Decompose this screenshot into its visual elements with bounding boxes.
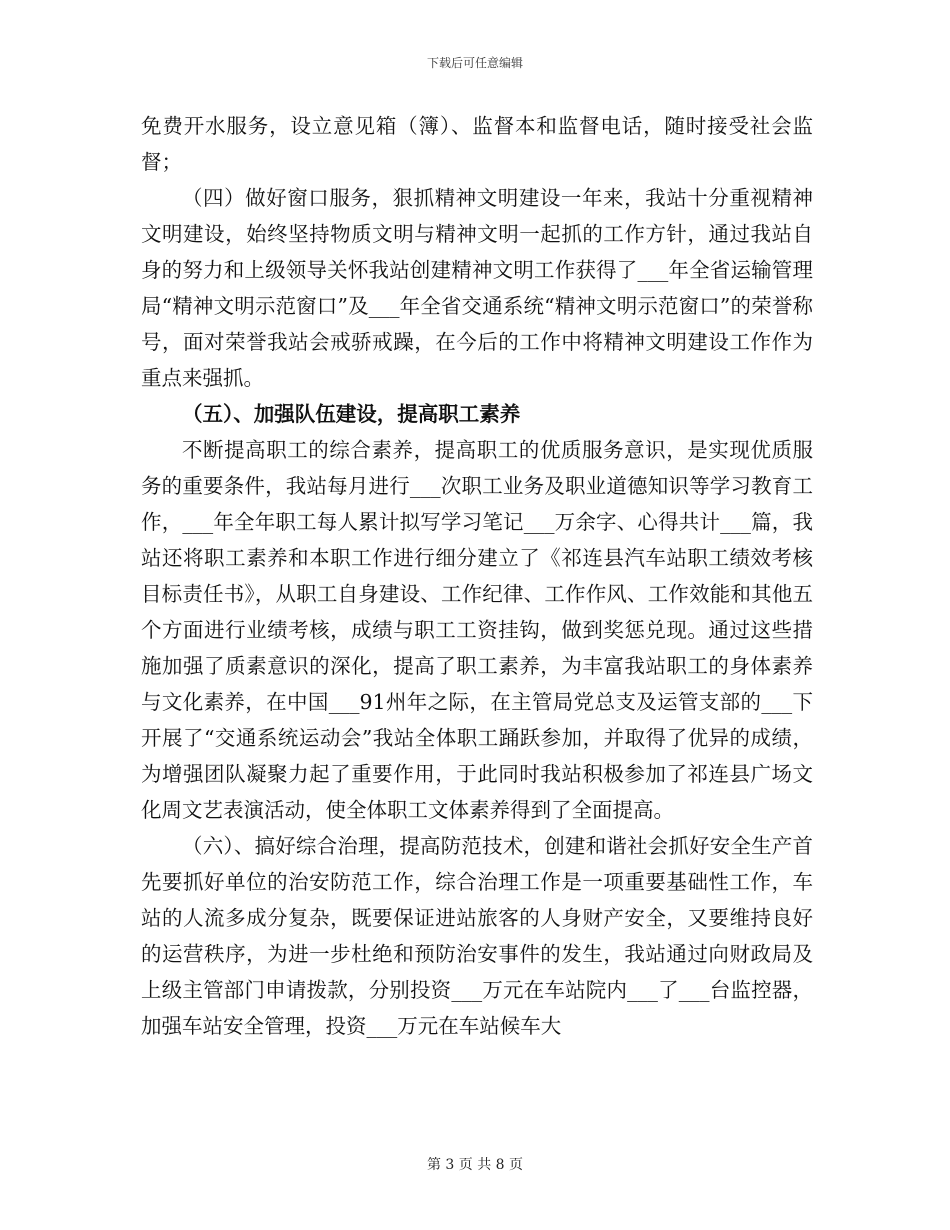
paragraph-section-4: （四）做好窗口服务，狠抓精神文明建设一年来，我站十分重视精神文明建设，始终坚持物质文明与精神文明一起抓的工作方针，通过我站自身的努力和上级领导关怀我站创建精神文明工作获得了___年全省运输管理局“精神文明示范窗口”及___年全省交通系统“精神文明示范窗口”的荣誉称号，面对荣誉我站会戒骄戒躁，在今后的工作中将精神文明建设工作作为重点来强抓。 — [141, 186, 813, 390]
section-heading-5: （五）、加强队伍建设，提高职工素养 — [182, 402, 521, 426]
paragraph-section-6: （六）、搞好综合治理，提高防范技术，创建和谐社会抓好安全生产首先要抓好单位的治安防范工作，综合治理工作是一项重要基础性工作，车站的人流多成分复杂，既要保证进站旅客的人身财产安全，又要维持良好的运营秩序，为进一步杜绝和预防治安事件的发生，我站通过向财政局及上级主管部门申请拨款，分别投资___万元在车站院内___了___台监控器，加强车站安全管理，投资___万元在车站候车大 — [141, 834, 813, 1038]
document-body — [141, 108, 813, 1044]
paragraph-section-5: 不断提高职工的综合素养，提高职工的优质服务意识，是实现优质服务的重要条件，我站每月进行___次职工业务及职业道德知识等学习教育工作，___年全年职工每人累计拟写学习笔记___万余字、心得共计___篇，我站还将职工素养和本职工作进行细分建立了《祁连县汽车站职工绩效考核目标责任书》，从职工自身建设、工作纪律、工作作风、工作效能和其他五个方面进行业绩考核，成绩与职工工资挂钩，做到奖惩兑现。通过这些措施加强了质素意识的深化，提高了职工素养，为丰富我站职工的身体素养与文化素养，在中国___91州年之际，在主管局党总支及运管支部的___下开展了“交通系统运动会”我站全体职工踊跃参加，并取得了优异的成绩，为增强团队凝聚力起了重要作用，于此同时我站积极参加了祁连县广场文化周文艺表演活动，使全体职工文体素养得到了全面提高。 — [141, 438, 813, 822]
page-header: 下载后可任意编辑 — [426, 56, 523, 70]
paragraph-continuation: 免费开水服务，设立意见箱（簿）、监督本和监督电话，随时接受社会监督； — [141, 114, 813, 174]
page-footer: 第 3 页 共 8 页 — [426, 1157, 524, 1173]
